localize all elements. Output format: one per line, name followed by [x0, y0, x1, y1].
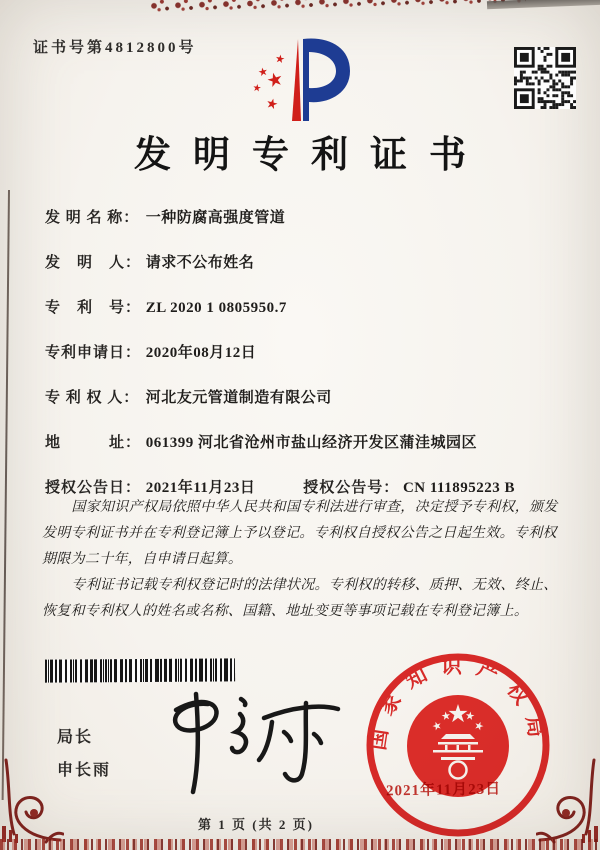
field-label: 专 利 权 人：: [45, 390, 140, 406]
seal-org-text: 国家知识产权局: [365, 653, 551, 752]
certificate-title: 发明专利证书: [134, 135, 488, 176]
field-label: 专 利 号：: [45, 300, 142, 316]
field-label: 地 址：: [45, 435, 142, 451]
legal-paragraph-2: 专利证书记载专利权登记时的法律状况。专利权的转移、质押、无效、终止、恢复和专利权人的姓名或名称、国籍、地址变更等事项记载在专利登记簿上。: [42, 577, 558, 619]
handwritten-signature-icon: [148, 686, 348, 798]
field-value: 一种防腐高强度管道: [145, 210, 286, 226]
field-value: ZL 2020 1 0805950.7: [145, 300, 287, 316]
field-value: 请求不公布姓名: [145, 255, 255, 271]
grant-number-value: CN 111895223 B: [402, 480, 515, 496]
field-label: 发 明 名 称：: [45, 210, 140, 226]
barcode-icon: [45, 658, 235, 682]
fields-block: [45, 206, 565, 521]
scan-edge-smudge: [487, 0, 600, 9]
legal-paragraph-1: 国家知识产权局依照中华人民共和国专利法进行审查，决定授予专利权，颁发发明专利证书并在专利登记簿上予以登记。专利权自授权公告之日起生效。专利权期限为二十年，自申请日起算。: [42, 499, 558, 567]
field-row-invention-name: [45, 206, 565, 227]
signoff-block: [57, 724, 111, 790]
field-value: 2020年08月12日: [145, 345, 257, 361]
qr-code-icon: [514, 47, 576, 109]
signoff-title: 局长: [57, 729, 94, 746]
certificate-number: 证书号第4812800号: [33, 40, 197, 56]
field-row-patentee: [45, 386, 565, 407]
field-row-filing-date: [45, 341, 565, 362]
seal-date-stamp: 2021年11月23日: [385, 781, 502, 800]
corner-flourish-left-icon: [0, 756, 64, 844]
field-row-patent-number: [45, 296, 565, 317]
grant-number-label: 授权公告号：: [303, 480, 400, 496]
field-row-inventor: [45, 251, 565, 272]
top-border-ornament: [148, 0, 526, 14]
corner-flourish-right-icon: [536, 756, 600, 844]
page-footer: 第 1 页 (共 2 页): [198, 817, 314, 832]
signoff-name: 申长雨: [57, 762, 112, 779]
field-value: 河北友元管道制造有限公司: [145, 390, 332, 406]
left-border-line: [2, 190, 10, 800]
field-label: 授权公告日：: [45, 480, 142, 496]
field-value: 2021年11月23日: [145, 480, 256, 496]
field-label: 发 明 人：: [45, 255, 142, 271]
field-value: 061399 河北省沧州市盐山经济开发区蒲洼城园区: [145, 435, 478, 451]
bottom-border-fringe: [0, 839, 600, 850]
cnipa-logo-icon: [215, 33, 365, 131]
field-row-address: [45, 431, 565, 452]
field-label: 专利申请日：: [45, 345, 142, 361]
legal-text-block: [42, 494, 560, 624]
